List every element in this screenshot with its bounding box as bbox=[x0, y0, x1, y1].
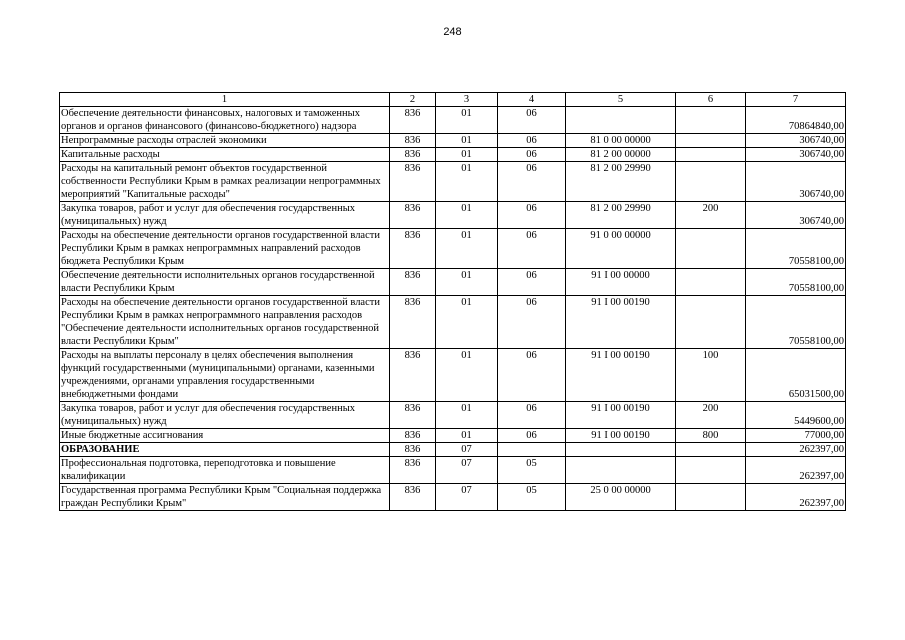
cell-expense-type: 200 bbox=[676, 202, 746, 229]
cell-expense-type bbox=[676, 269, 746, 296]
cell-amount: 77000,00 bbox=[746, 429, 846, 443]
cell-amount: 5449600,00 bbox=[746, 402, 846, 429]
cell-subsection: 06 bbox=[498, 229, 566, 269]
cell-name: Обеспечение деятельности финансовых, налоговых и таможенных органов и органов финансового (финансово-бюджетного) надзора bbox=[60, 107, 390, 134]
cell-target-article: 81 0 00 00000 bbox=[566, 134, 676, 148]
header-cell: 2 bbox=[390, 93, 436, 107]
page-number: 248 bbox=[443, 26, 462, 38]
cell-expense-type bbox=[676, 229, 746, 269]
cell-name: Расходы на обеспечение деятельности органов государственной власти Республики Крым в рамках непрограммных направлений расходов бюджета Республики Крым bbox=[60, 229, 390, 269]
cell-section: 01 bbox=[436, 202, 498, 229]
cell-expense-type bbox=[676, 457, 746, 484]
cell-subsection: 05 bbox=[498, 484, 566, 511]
cell-amount: 306740,00 bbox=[746, 162, 846, 202]
table-row bbox=[60, 269, 846, 296]
cell-section: 01 bbox=[436, 349, 498, 402]
table-row bbox=[60, 296, 846, 349]
cell-amount: 70558100,00 bbox=[746, 269, 846, 296]
table-row bbox=[60, 134, 846, 148]
cell-subsection: 06 bbox=[498, 402, 566, 429]
cell-expense-type bbox=[676, 148, 746, 162]
cell-name: Расходы на обеспечение деятельности органов государственной власти Республики Крым в рамках непрограммного направления расходов "Обеспечение деятельности исполнительных органов государственной власти Республики Крым" bbox=[60, 296, 390, 349]
cell-expense-type: 100 bbox=[676, 349, 746, 402]
cell-target-article bbox=[566, 107, 676, 134]
cell-ministry-code: 836 bbox=[390, 148, 436, 162]
cell-amount: 70864840,00 bbox=[746, 107, 846, 134]
cell-name: ОБРАЗОВАНИЕ bbox=[60, 443, 390, 457]
cell-ministry-code: 836 bbox=[390, 402, 436, 429]
cell-subsection: 06 bbox=[498, 134, 566, 148]
cell-ministry-code: 836 bbox=[390, 162, 436, 202]
cell-ministry-code: 836 bbox=[390, 429, 436, 443]
cell-section: 07 bbox=[436, 484, 498, 511]
cell-section: 01 bbox=[436, 296, 498, 349]
cell-target-article: 25 0 00 00000 bbox=[566, 484, 676, 511]
cell-section: 01 bbox=[436, 107, 498, 134]
table-header-row bbox=[60, 93, 846, 107]
cell-name: Капитальные расходы bbox=[60, 148, 390, 162]
cell-amount: 306740,00 bbox=[746, 202, 846, 229]
cell-target-article: 81 2 00 29990 bbox=[566, 162, 676, 202]
cell-target-article: 91 0 00 00000 bbox=[566, 229, 676, 269]
cell-ministry-code: 836 bbox=[390, 349, 436, 402]
cell-amount: 262397,00 bbox=[746, 484, 846, 511]
cell-section: 01 bbox=[436, 148, 498, 162]
cell-name: Государственная программа Республики Крым "Социальная поддержка граждан Республики Крым" bbox=[60, 484, 390, 511]
cell-section: 01 bbox=[436, 134, 498, 148]
cell-section: 01 bbox=[436, 162, 498, 202]
cell-ministry-code: 836 bbox=[390, 296, 436, 349]
cell-ministry-code: 836 bbox=[390, 134, 436, 148]
cell-amount: 65031500,00 bbox=[746, 349, 846, 402]
table-row bbox=[60, 484, 846, 511]
cell-name: Закупка товаров, работ и услуг для обеспечения государственных (муниципальных) нужд bbox=[60, 402, 390, 429]
cell-section: 07 bbox=[436, 457, 498, 484]
cell-ministry-code: 836 bbox=[390, 457, 436, 484]
cell-subsection: 06 bbox=[498, 148, 566, 162]
cell-name: Иные бюджетные ассигнования bbox=[60, 429, 390, 443]
header-cell: 4 bbox=[498, 93, 566, 107]
cell-ministry-code: 836 bbox=[390, 443, 436, 457]
cell-subsection: 06 bbox=[498, 269, 566, 296]
cell-target-article: 91 I 00 00190 bbox=[566, 349, 676, 402]
cell-target-article: 91 I 00 00000 bbox=[566, 269, 676, 296]
table-row bbox=[60, 162, 846, 202]
table-row bbox=[60, 148, 846, 162]
table-row bbox=[60, 457, 846, 484]
cell-subsection: 05 bbox=[498, 457, 566, 484]
cell-subsection: 06 bbox=[498, 349, 566, 402]
table-row bbox=[60, 402, 846, 429]
cell-subsection: 06 bbox=[498, 107, 566, 134]
cell-name: Обеспечение деятельности исполнительных органов государственной власти Республики Крым bbox=[60, 269, 390, 296]
cell-subsection: 06 bbox=[498, 202, 566, 229]
cell-amount: 262397,00 bbox=[746, 443, 846, 457]
cell-target-article: 81 2 00 29990 bbox=[566, 202, 676, 229]
cell-expense-type bbox=[676, 162, 746, 202]
cell-target-article: 91 I 00 00190 bbox=[566, 296, 676, 349]
cell-section: 01 bbox=[436, 229, 498, 269]
budget-table bbox=[59, 92, 846, 511]
cell-name: Закупка товаров, работ и услуг для обеспечения государственных (муниципальных) нужд bbox=[60, 202, 390, 229]
cell-amount: 306740,00 bbox=[746, 134, 846, 148]
cell-amount: 70558100,00 bbox=[746, 296, 846, 349]
cell-target-article: 91 I 00 00190 bbox=[566, 402, 676, 429]
cell-name: Профессиональная подготовка, переподготовка и повышение квалификации bbox=[60, 457, 390, 484]
cell-expense-type bbox=[676, 107, 746, 134]
cell-amount: 70558100,00 bbox=[746, 229, 846, 269]
cell-target-article: 91 I 00 00190 bbox=[566, 429, 676, 443]
cell-subsection: 06 bbox=[498, 296, 566, 349]
cell-expense-type: 200 bbox=[676, 402, 746, 429]
cell-ministry-code: 836 bbox=[390, 269, 436, 296]
cell-name: Расходы на капитальный ремонт объектов государственной собственности Республики Крым в рамках реализации непрограммных мероприятий "Капитальные расходы" bbox=[60, 162, 390, 202]
cell-target-article bbox=[566, 457, 676, 484]
cell-subsection: 06 bbox=[498, 162, 566, 202]
table-row bbox=[60, 429, 846, 443]
cell-section: 01 bbox=[436, 269, 498, 296]
cell-name: Непрограммные расходы отраслей экономики bbox=[60, 134, 390, 148]
cell-section: 01 bbox=[436, 429, 498, 443]
cell-name: Расходы на выплаты персоналу в целях обеспечения выполнения функций государственными (муниципальными) органами, казенными учреждениями, органами управления государственными внебюджетными фондами bbox=[60, 349, 390, 402]
cell-expense-type bbox=[676, 296, 746, 349]
header-cell: 3 bbox=[436, 93, 498, 107]
cell-target-article bbox=[566, 443, 676, 457]
table-row bbox=[60, 107, 846, 134]
cell-expense-type bbox=[676, 484, 746, 511]
cell-ministry-code: 836 bbox=[390, 484, 436, 511]
cell-expense-type bbox=[676, 134, 746, 148]
table-row bbox=[60, 229, 846, 269]
header-cell: 7 bbox=[746, 93, 846, 107]
cell-ministry-code: 836 bbox=[390, 202, 436, 229]
cell-expense-type bbox=[676, 443, 746, 457]
cell-subsection bbox=[498, 443, 566, 457]
header-cell: 6 bbox=[676, 93, 746, 107]
header-cell: 5 bbox=[566, 93, 676, 107]
cell-ministry-code: 836 bbox=[390, 107, 436, 134]
cell-section: 01 bbox=[436, 402, 498, 429]
header-cell: 1 bbox=[60, 93, 390, 107]
table-row bbox=[60, 443, 846, 457]
cell-ministry-code: 836 bbox=[390, 229, 436, 269]
cell-subsection: 06 bbox=[498, 429, 566, 443]
cell-amount: 262397,00 bbox=[746, 457, 846, 484]
cell-expense-type: 800 bbox=[676, 429, 746, 443]
table-row bbox=[60, 202, 846, 229]
table-body bbox=[60, 93, 846, 511]
cell-target-article: 81 2 00 00000 bbox=[566, 148, 676, 162]
cell-amount: 306740,00 bbox=[746, 148, 846, 162]
table-row bbox=[60, 349, 846, 402]
cell-section: 07 bbox=[436, 443, 498, 457]
